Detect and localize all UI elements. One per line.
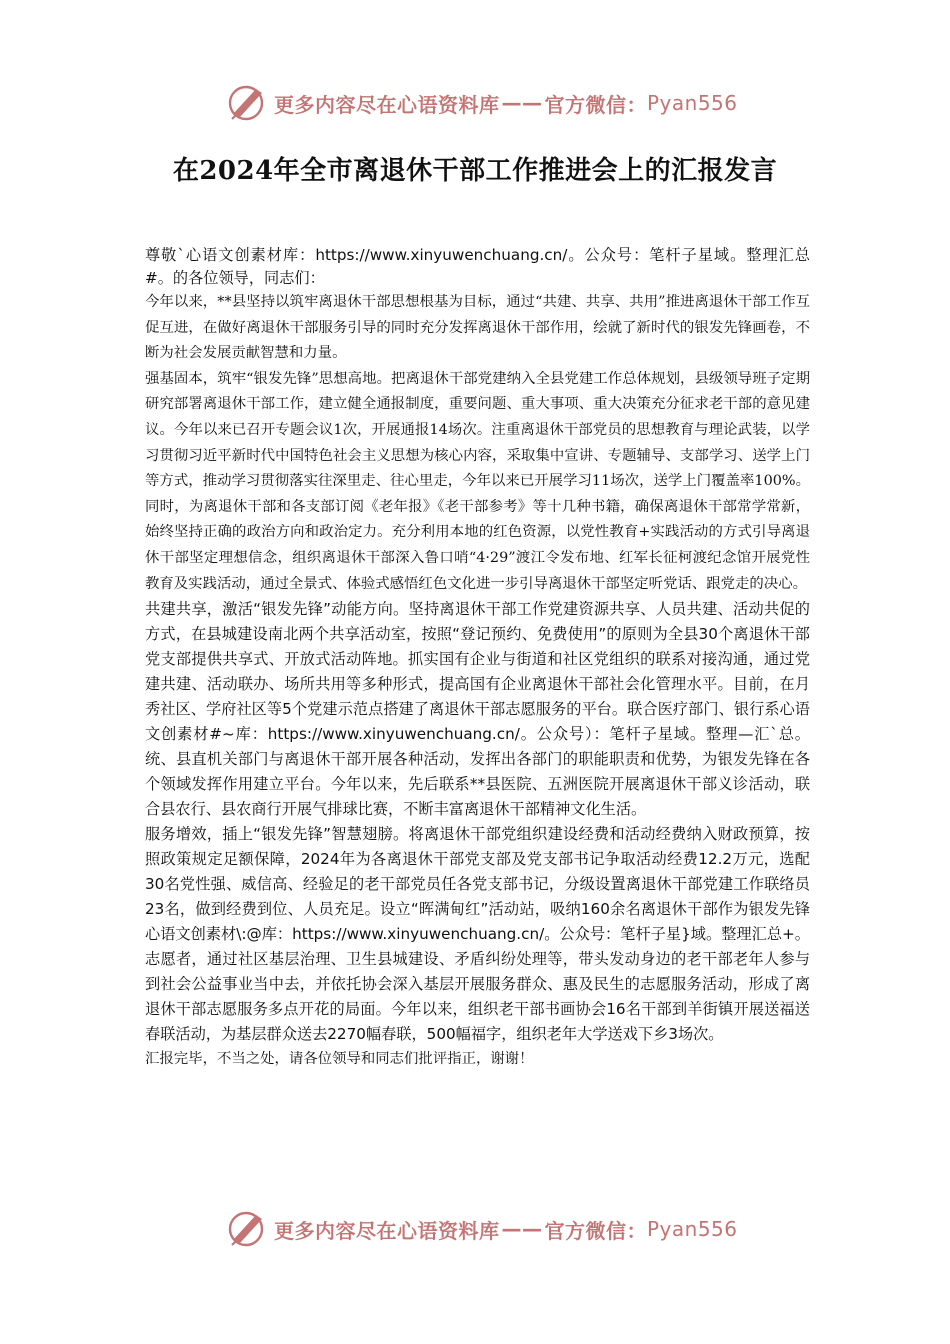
header-banner	[226, 80, 746, 126]
document-title: 在2024年全市离退休干部工作推进会上的汇报发言	[172, 156, 778, 186]
footer-banner	[226, 1206, 746, 1252]
banner-wechat-id: Pyan556	[647, 1217, 738, 1241]
closing-paragraph: 汇报完毕，不当之处，请各位领导和同志们批评指正，谢谢！	[145, 1051, 534, 1068]
section-2-paragraph: 共建共享，激活“银发先锋”动能方向。坚持离退休干部工作党建资源共享、人员共建、活动共促的方式，在县城建设南北两个共享活动室，按照“登记预约、免费使用”的原则为全县30个离退休干部党支部提供共享式、开放式活动阵地。抓实国有企业与街道和社区党组织的联系对接沟通，通过党建共建、活动联办、场所共用等多种形式，提高国有企业离退休干部社会化管理水平。目前，在月秀社区、学府社区等5个党建示范点搭建了离退休干部志愿服务的平台。联合医疗部门、银行系心语文创素材#~库：https://www.xinyuwenchuang.cn/。公众号）：笔杆子星域。整理—汇`总。统、县直机关部门与离退休干部开展各种活动，发挥出各部门的职能职责和优势，为银发先锋在各个领域发挥作用建立平台。今年以来，先后联系**县医院、五洲医院开展离退休干部义诊活动，联合县农行、县农商行开展气排球比赛，不断丰富离退休干部精神文化生活。	[145, 600, 810, 819]
section-3-paragraph: 服务增效，插上“银发先锋”智慧翅膀。将离退休干部党组织建设经费和活动经费纳入财政预算，按照政策规定足额保障，2024年为各离退休干部党支部及党支部书记争取活动经费12.2万元，选配30名党性强、威信高、经验足的老干部党员任各党支部书记，分级设置离退休干部党建工作联络员23名，做到经费到位、人员充足。设立“晖满甸红”活动站，吸纳160余名离退休干部作为银发先锋心语文创素材\:@库：https://www.xinyuwenchuang.cn/。公众号：笔杆子星}域。整理汇总+。志愿者，通过社区基层治理、卫生县城建设、矛盾纠纷处理等，带头发动身边的老干部老年人参与到社会公益事业当中去，并依托协会深入基层开展服务群众、惠及民生的志愿服务活动，形成了离退休干部志愿服务多点开花的局面。今年以来，组织老干部书画协会16名干部到羊街镇开展送福送春联活动，为基层群众送去2270幅春联，500幅福字，组织老年大学送戏下乡3场次。	[145, 825, 810, 1044]
pen-nib-logo-icon	[226, 1209, 270, 1249]
banner-wechat-id: Pyan556	[647, 91, 738, 115]
intro-paragraph: 今年以来，**县坚持以筑牢离退休干部思想根基为目标，通过“共建、共享、共用”推进离退休干部工作互促互进，在做好离退休干部服务引导的同时充分发挥离退休干部作用，绘就了新时代的银发先锋画卷，不断为社会发展贡献智慧和力量。	[145, 294, 810, 362]
pen-nib-logo-icon	[226, 83, 270, 123]
banner-wechat-label: 官方微信：	[544, 92, 647, 117]
document-body	[145, 244, 810, 1073]
banner-separator: ——	[501, 1217, 543, 1241]
banner-text: 更多内容尽在心语资料库	[274, 92, 500, 117]
section-1-paragraph: 强基固本，筑牢“银发先锋”思想高地。把离退休干部党建纳入全县党建工作总体规划，县级领导班子定期研究部署离退休干部工作，建立健全通报制度，重要问题、重大事项、重大决策充分征求老干部的意见建议。今年以来已召开专题会议1次，开展通报14场次。注重离退休干部党员的思想教育与理论武装，以学习贯彻习近平新时代中国特色社会主义思想为核心内容，采取集中宣讲、专题辅导、支部学习、送学上门等方式，推动学习贯彻落实往深里走、往心里走，今年以来已开展学习11场次，送学上门覆盖率100%。同时，为离退休干部和各支部订阅《老年报》《老干部参考》等十几种书籍，确保离退休干部常学常新，始终坚持正确的政治方向和政治定力。充分利用本地的红色资源，以党性教育+实践活动的方式引导离退休干部坚定理想信念，组织离退休干部深入鲁口哨“4·29”渡江令发布地、红军长征柯渡纪念馆开展党性教育及实践活动，通过全景式、体验式感悟红色文化进一步引导离退休干部坚定听党话、跟党走的决心。	[145, 370, 810, 592]
banner-wechat-label: 官方微信：	[544, 1218, 647, 1243]
salutation-paragraph: 尊敬`心语文创素材库：https://www.xinyuwenchuang.cn/。公众号：笔杆子星域。整理汇总#。的各位领导，同志们：	[145, 246, 810, 287]
banner-text: 更多内容尽在心语资料库	[274, 1218, 500, 1243]
banner-separator: ——	[501, 91, 543, 115]
